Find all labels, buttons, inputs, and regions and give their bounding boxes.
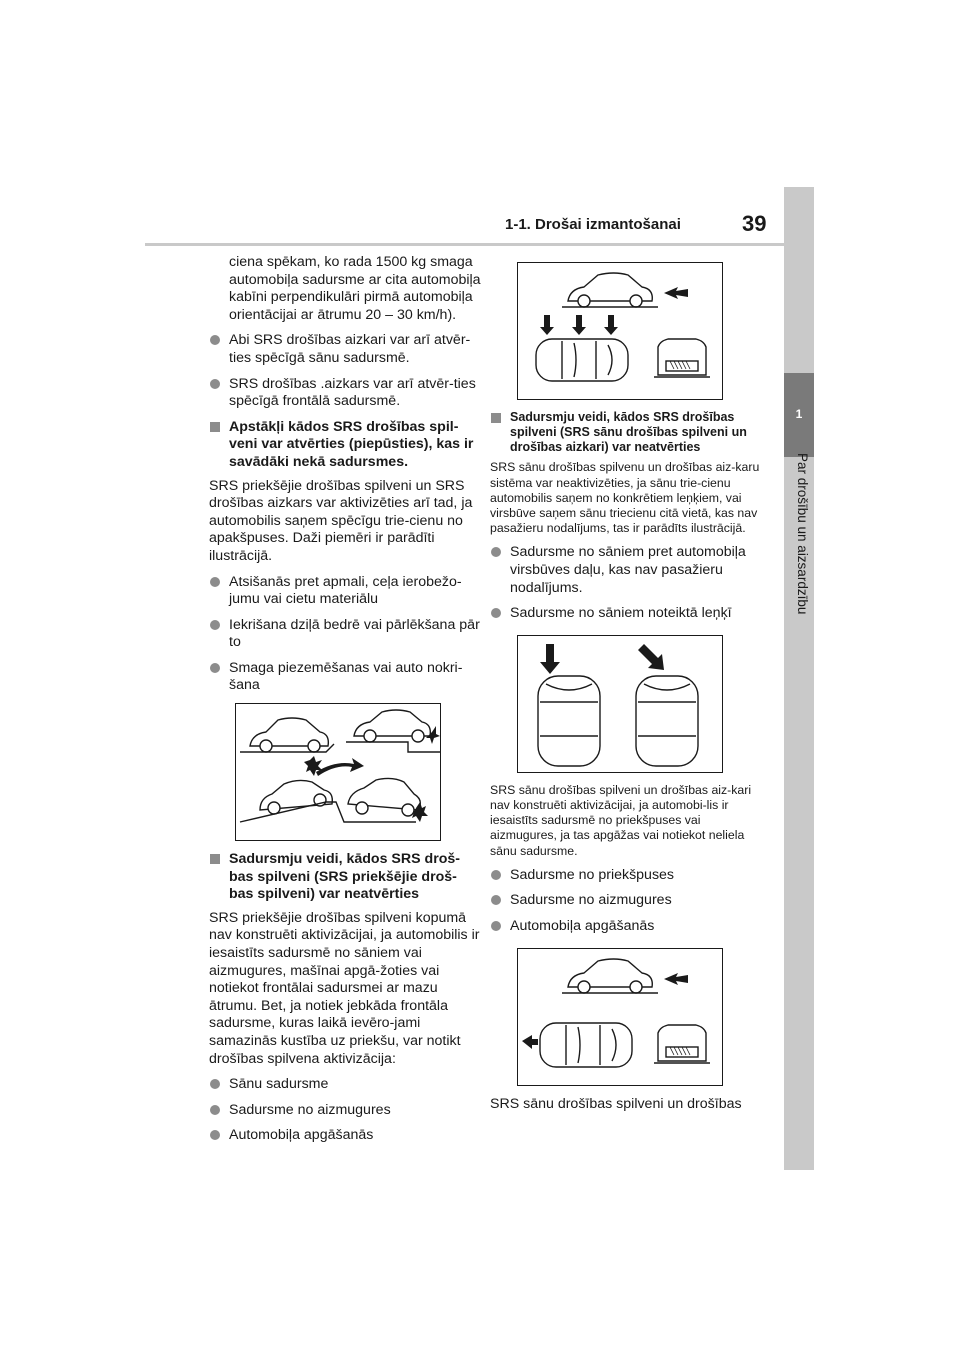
bullet-item: Sānu sadursme bbox=[209, 1076, 481, 1094]
figure-front-rear-impact bbox=[517, 948, 723, 1086]
side-tab bbox=[784, 187, 814, 1170]
chapter-title: Par drošību un aizsardzību bbox=[795, 453, 810, 615]
bullet-item: Automobiļa apgāšanās bbox=[490, 918, 760, 936]
bullet-item: Sadursme no aizmugures bbox=[209, 1102, 481, 1120]
figure-angled-impact bbox=[517, 635, 723, 773]
section-heading: Apstākļi kādos SRS drošības spil-veni var atvērties (piepūsties), kas ir savādāki nekā sadursmes. bbox=[209, 419, 481, 472]
header-rule bbox=[145, 243, 785, 246]
bullet-dot-icon bbox=[210, 1130, 220, 1140]
bullet-item: Sadursme no sāniem noteiktā leņķī bbox=[490, 605, 760, 623]
figure-underbody-impacts bbox=[235, 703, 441, 841]
bullet-item: Smaga piezemēšanas vai auto nokri-šana bbox=[209, 660, 481, 695]
chapter-number: 1 bbox=[795, 407, 803, 421]
paragraph: SRS sānu drošības spilveni un drošības bbox=[490, 1095, 742, 1112]
bullet-item: Sadursme no priekšpuses bbox=[490, 867, 760, 885]
bullet-dot-icon bbox=[210, 1105, 220, 1115]
bullet-dot-icon bbox=[491, 608, 501, 618]
right-column bbox=[490, 262, 760, 1121]
car-illustration-icon bbox=[518, 949, 722, 1085]
bullet-dot-icon bbox=[491, 895, 501, 905]
bullet-dot-icon bbox=[491, 921, 501, 931]
paragraph: SRS priekšējie drošības spilveni kopumā nav konstruēti aktivizācijai, ja automobilis ir iesaistīts sadursmē no sāniem vai aizmugures, mašīnai apgā-žoties vai notiekot frontālai sadursmei ar mazu ātrumu. Bet, ja notiek jebkāda frontāla sadursme, kuras laikā ievēro-jami samazinās kustība uz priekšu, var notikt drošības spilvena aktivizācija: bbox=[209, 909, 480, 1067]
paragraph: SRS priekšējie drošības spilveni un SRS drošības aizkars var aktivizēties arī tad, ja automobilis saņem spēcīgu trie-cienu no apakšpuses. Daži piemēri ir parādīti ilustrācijā. bbox=[209, 477, 473, 564]
bullet-dot-icon bbox=[210, 663, 220, 673]
bullet-dot-icon bbox=[210, 1079, 220, 1089]
bullet-dot-icon bbox=[210, 335, 220, 345]
car-illustration-icon bbox=[236, 704, 440, 840]
square-bullet-icon bbox=[210, 854, 220, 864]
bullet-item: Sadursme no sāniem pret automobiļa virsbūves daļu, kas nav pasažieru nodalījums. bbox=[490, 544, 760, 597]
bullet-dot-icon bbox=[210, 379, 220, 389]
page-number: 39 bbox=[742, 211, 767, 236]
bullet-item: Atsišanās pret apmali, ceļa ierobežo-jumu vai cietu materiālu bbox=[209, 574, 481, 609]
left-column bbox=[209, 254, 481, 1153]
bullet-item: Abi SRS drošības aizkari var arī atvēr-ties spēcīgā sānu sadursmē. bbox=[209, 332, 481, 367]
square-bullet-icon bbox=[210, 422, 220, 432]
figure-side-impact-body bbox=[517, 262, 723, 400]
paragraph: SRS sānu drošības spilveni un drošības aiz-kari nav konstruēti aktivizācijai, ja automobi-lis ir iesaistīts sadursmē no priekšpuses vai aizmugures, ja tas apgāžas vai notiekot neliela sānu sadursme. bbox=[490, 782, 752, 858]
section-heading: Sadursmju veidi, kādos SRS drošības spilveni (SRS sānu drošības spilveni un drošības aizkari) var neatvērties bbox=[490, 410, 760, 454]
section-title: 1-1. Drošai izmantošanai bbox=[505, 216, 681, 233]
car-illustration-icon bbox=[518, 263, 722, 399]
section-heading: Sadursmju veidi, kādos SRS droš-bas spilveni (SRS priekšējie droš-bas spilveni) var neatvērties bbox=[209, 851, 481, 904]
bullet-item: SRS drošības .aizkars var arī atvēr-ties spēcīgā frontālā sadursmē. bbox=[209, 376, 481, 411]
bullet-dot-icon bbox=[210, 577, 220, 587]
bullet-dot-icon bbox=[491, 870, 501, 880]
car-illustration-icon bbox=[518, 636, 722, 772]
bullet-item: Iekrišana dziļā bedrē vai pārlēkšana pār to bbox=[209, 617, 481, 652]
bullet-item: Automobiļa apgāšanās bbox=[209, 1127, 481, 1145]
paragraph: SRS sānu drošības spilvenu un drošības aiz-karu sistēma var neaktivizēties, ja sānu trie-cienu automobilis saņem no konkrētiem leņķiem, vai virsbūve saņem sānu triecienu citā vietā, kas nav pasažieru nodalījums, tas ir parādīts ilustrācijā. bbox=[490, 460, 760, 536]
bullet-dot-icon bbox=[210, 620, 220, 630]
bullet-item: Sadursme no aizmugures bbox=[490, 892, 760, 910]
square-bullet-icon bbox=[491, 413, 501, 423]
intro-continued: ciena spēkam, ko rada 1500 kg smaga automobiļa sadursme ar cita automobiļa kabīni perpendikulāri pirmā automobiļa orientācijai ar ātrumu 20 – 30 km/h). bbox=[229, 254, 481, 323]
bullet-dot-icon bbox=[491, 547, 501, 557]
